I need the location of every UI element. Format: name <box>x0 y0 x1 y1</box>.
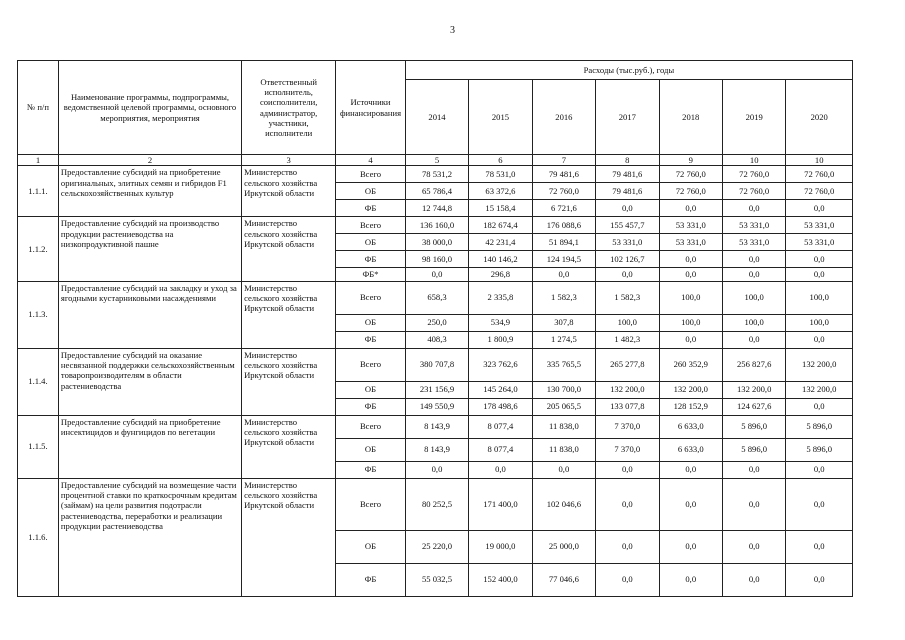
funding-source: Всего <box>336 281 406 314</box>
amount-cell: 0,0 <box>469 461 532 478</box>
amount-cell: 8 143,9 <box>405 415 468 438</box>
amount-cell: 5 896,0 <box>786 415 853 438</box>
amount-cell: 100,0 <box>786 281 853 314</box>
header-year: 2017 <box>596 80 659 155</box>
amount-cell: 182 674,4 <box>469 217 532 234</box>
amount-cell: 72 760,0 <box>722 183 785 200</box>
amount-cell: 53 331,0 <box>659 234 722 251</box>
amount-cell: 132 200,0 <box>786 381 853 398</box>
funding-source: Всего <box>336 415 406 438</box>
amount-cell: 136 160,0 <box>405 217 468 234</box>
amount-cell: 133 077,8 <box>596 398 659 415</box>
amount-cell: 0,0 <box>786 530 853 563</box>
amount-cell: 78 531,2 <box>405 166 468 183</box>
amount-cell: 72 760,0 <box>659 183 722 200</box>
column-number: 7 <box>532 155 595 166</box>
amount-cell: 53 331,0 <box>786 217 853 234</box>
column-number: 9 <box>659 155 722 166</box>
amount-cell: 0,0 <box>786 268 853 281</box>
amount-cell: 0,0 <box>786 461 853 478</box>
column-number: 10 <box>722 155 785 166</box>
column-number: 4 <box>336 155 406 166</box>
amount-cell: 72 760,0 <box>659 166 722 183</box>
amount-cell: 79 481,6 <box>532 166 595 183</box>
amount-cell: 7 370,0 <box>596 438 659 461</box>
amount-cell: 296,8 <box>469 268 532 281</box>
amount-cell: 149 550,9 <box>405 398 468 415</box>
funding-source: ОБ <box>336 234 406 251</box>
amount-cell: 0,0 <box>659 530 722 563</box>
amount-cell: 0,0 <box>786 200 853 217</box>
responsible-executor: Министерство сельского хозяйства Иркутской области <box>242 348 336 415</box>
amount-cell: 0,0 <box>596 268 659 281</box>
amount-cell: 0,0 <box>659 331 722 348</box>
amount-cell: 19 000,0 <box>469 530 532 563</box>
responsible-executor: Министерство сельского хозяйства Иркутской области <box>242 281 336 348</box>
funding-source: ФБ <box>336 251 406 268</box>
amount-cell: 53 331,0 <box>659 217 722 234</box>
page-number: 3 <box>450 25 455 36</box>
column-number: 8 <box>596 155 659 166</box>
amount-cell: 145 264,0 <box>469 381 532 398</box>
amount-cell: 155 457,7 <box>596 217 659 234</box>
funding-source: Всего <box>336 348 406 381</box>
amount-cell: 12 744,8 <box>405 200 468 217</box>
amount-cell: 79 481,6 <box>596 166 659 183</box>
amount-cell: 0,0 <box>405 268 468 281</box>
row-number: 1.1.2. <box>18 217 59 281</box>
amount-cell: 1 482,3 <box>596 331 659 348</box>
amount-cell: 100,0 <box>659 281 722 314</box>
amount-cell: 0,0 <box>659 251 722 268</box>
amount-cell: 77 046,6 <box>532 563 595 596</box>
amount-cell: 79 481,6 <box>596 183 659 200</box>
amount-cell: 0,0 <box>596 461 659 478</box>
amount-cell: 0,0 <box>659 563 722 596</box>
amount-cell: 5 896,0 <box>722 438 785 461</box>
amount-cell: 0,0 <box>722 563 785 596</box>
amount-cell: 6 633,0 <box>659 438 722 461</box>
amount-cell: 124 194,5 <box>532 251 595 268</box>
row-number: 1.1.4. <box>18 348 59 415</box>
column-number: 5 <box>405 155 468 166</box>
row-number: 1.1.3. <box>18 281 59 348</box>
amount-cell: 0,0 <box>722 251 785 268</box>
amount-cell: 7 370,0 <box>596 415 659 438</box>
amount-cell: 132 200,0 <box>722 381 785 398</box>
amount-cell: 307,8 <box>532 314 595 331</box>
column-number: 6 <box>469 155 532 166</box>
funding-source: ОБ <box>336 381 406 398</box>
funding-source: Всего <box>336 478 406 530</box>
amount-cell: 205 065,5 <box>532 398 595 415</box>
amount-cell: 323 762,6 <box>469 348 532 381</box>
row-number: 1.1.6. <box>18 478 59 596</box>
amount-cell: 98 160,0 <box>405 251 468 268</box>
responsible-executor: Министерство сельского хозяйства Иркутской области <box>242 217 336 281</box>
amount-cell: 51 894,1 <box>532 234 595 251</box>
amount-cell: 42 231,4 <box>469 234 532 251</box>
header-year: 2015 <box>469 80 532 155</box>
amount-cell: 0,0 <box>659 461 722 478</box>
amount-cell: 5 896,0 <box>722 415 785 438</box>
table-row <box>18 217 853 234</box>
header-year: 2014 <box>405 80 468 155</box>
amount-cell: 72 760,0 <box>722 166 785 183</box>
header-year: 2018 <box>659 80 722 155</box>
measure-name: Предоставление субсидий на производство продукции растениеводства на низкопродуктивной пашне <box>58 217 241 281</box>
header-responsible: Ответственный исполнитель, соисполнители, администратор, участники, исполнители <box>242 61 336 155</box>
amount-cell: 100,0 <box>722 314 785 331</box>
funding-source: ОБ <box>336 530 406 563</box>
responsible-executor: Министерство сельского хозяйства Иркутской области <box>242 166 336 217</box>
amount-cell: 260 352,9 <box>659 348 722 381</box>
amount-cell: 0,0 <box>786 563 853 596</box>
amount-cell: 100,0 <box>596 314 659 331</box>
amount-cell: 335 765,5 <box>532 348 595 381</box>
amount-cell: 6 721,6 <box>532 200 595 217</box>
amount-cell: 0,0 <box>596 200 659 217</box>
financing-table <box>17 60 853 597</box>
amount-cell: 140 146,2 <box>469 251 532 268</box>
amount-cell: 171 400,0 <box>469 478 532 530</box>
amount-cell: 100,0 <box>786 314 853 331</box>
amount-cell: 1 582,3 <box>596 281 659 314</box>
table-row <box>18 166 853 183</box>
amount-cell: 0,0 <box>722 200 785 217</box>
amount-cell: 178 498,6 <box>469 398 532 415</box>
funding-source: ФБ <box>336 563 406 596</box>
amount-cell: 72 760,0 <box>532 183 595 200</box>
amount-cell: 176 088,6 <box>532 217 595 234</box>
header-year: 2020 <box>786 80 853 155</box>
measure-name: Предоставление субсидий на возмещение части процентной ставки по краткосрочным кредитам (займам) на цели развития подотрасли растениеводства, переработки и реализации продукции растениеводства <box>58 478 241 596</box>
amount-cell: 8 143,9 <box>405 438 468 461</box>
table-row <box>18 478 853 530</box>
amount-cell: 1 800,9 <box>469 331 532 348</box>
amount-cell: 53 331,0 <box>596 234 659 251</box>
funding-source: Всего <box>336 217 406 234</box>
amount-cell: 6 633,0 <box>659 415 722 438</box>
measure-name: Предоставление субсидий на приобретение инсектицидов и фунгицидов по вегетации <box>58 415 241 478</box>
amount-cell: 1 582,3 <box>532 281 595 314</box>
amount-cell: 256 827,6 <box>722 348 785 381</box>
amount-cell: 100,0 <box>659 314 722 331</box>
column-number: 2 <box>58 155 241 166</box>
amount-cell: 11 838,0 <box>532 438 595 461</box>
amount-cell: 0,0 <box>722 478 785 530</box>
amount-cell: 15 158,4 <box>469 200 532 217</box>
amount-cell: 72 760,0 <box>786 183 853 200</box>
funding-source: ОБ <box>336 183 406 200</box>
amount-cell: 0,0 <box>659 200 722 217</box>
amount-cell: 55 032,5 <box>405 563 468 596</box>
amount-cell: 265 277,8 <box>596 348 659 381</box>
amount-cell: 0,0 <box>405 461 468 478</box>
amount-cell: 0,0 <box>659 268 722 281</box>
responsible-executor: Министерство сельского хозяйства Иркутской области <box>242 478 336 596</box>
amount-cell: 78 531,0 <box>469 166 532 183</box>
funding-source: ОБ <box>336 438 406 461</box>
amount-cell: 0,0 <box>596 478 659 530</box>
funding-source: Всего <box>336 166 406 183</box>
funding-source: ФБ <box>336 331 406 348</box>
amount-cell: 408,3 <box>405 331 468 348</box>
amount-cell: 1 274,5 <box>532 331 595 348</box>
amount-cell: 2 335,8 <box>469 281 532 314</box>
amount-cell: 0,0 <box>786 331 853 348</box>
amount-cell: 231 156,9 <box>405 381 468 398</box>
amount-cell: 63 372,6 <box>469 183 532 200</box>
column-number: 1 <box>18 155 59 166</box>
header-year: 2019 <box>722 80 785 155</box>
amount-cell: 0,0 <box>722 461 785 478</box>
amount-cell: 80 252,5 <box>405 478 468 530</box>
amount-cell: 8 077,4 <box>469 415 532 438</box>
amount-cell: 132 200,0 <box>596 381 659 398</box>
column-number: 3 <box>242 155 336 166</box>
amount-cell: 53 331,0 <box>722 234 785 251</box>
responsible-executor: Министерство сельского хозяйства Иркутской области <box>242 415 336 478</box>
funding-source: ФБ* <box>336 268 406 281</box>
amount-cell: 132 200,0 <box>786 348 853 381</box>
amount-cell: 0,0 <box>532 461 595 478</box>
row-number: 1.1.5. <box>18 415 59 478</box>
amount-cell: 25 220,0 <box>405 530 468 563</box>
amount-cell: 380 707,8 <box>405 348 468 381</box>
funding-source: ФБ <box>336 398 406 415</box>
amount-cell: 0,0 <box>722 268 785 281</box>
header-source: Источники финансирования <box>336 61 406 155</box>
header-name: Наименование программы, подпрограммы, ведомственной целевой программы, основного мероприятия, мероприятия <box>58 61 241 155</box>
amount-cell: 0,0 <box>786 251 853 268</box>
amount-cell: 658,3 <box>405 281 468 314</box>
amount-cell: 0,0 <box>786 478 853 530</box>
table-row <box>18 415 853 438</box>
measure-name: Предоставление субсидий на приобретение оригинальных, элитных семян и гибридов F1 сельскохозяйственных культур <box>58 166 241 217</box>
header-num: № п/п <box>18 61 59 155</box>
amount-cell: 0,0 <box>532 268 595 281</box>
funding-source: ОБ <box>336 314 406 331</box>
amount-cell: 25 000,0 <box>532 530 595 563</box>
amount-cell: 0,0 <box>722 331 785 348</box>
measure-name: Предоставление субсидий на оказание несвязанной поддержки сельскохозяйственным товаропроизводителям в области растениеводства <box>58 348 241 415</box>
amount-cell: 102 046,6 <box>532 478 595 530</box>
header-expenses: Расходы (тыс.руб.), годы <box>405 61 852 80</box>
amount-cell: 0,0 <box>786 398 853 415</box>
amount-cell: 534,9 <box>469 314 532 331</box>
amount-cell: 0,0 <box>722 530 785 563</box>
funding-source: ФБ <box>336 461 406 478</box>
amount-cell: 102 126,7 <box>596 251 659 268</box>
amount-cell: 0,0 <box>596 563 659 596</box>
amount-cell: 65 786,4 <box>405 183 468 200</box>
amount-cell: 152 400,0 <box>469 563 532 596</box>
amount-cell: 38 000,0 <box>405 234 468 251</box>
table-row <box>18 281 853 314</box>
amount-cell: 53 331,0 <box>786 234 853 251</box>
table-row <box>18 348 853 381</box>
amount-cell: 8 077,4 <box>469 438 532 461</box>
amount-cell: 72 760,0 <box>786 166 853 183</box>
amount-cell: 100,0 <box>722 281 785 314</box>
amount-cell: 0,0 <box>659 478 722 530</box>
amount-cell: 11 838,0 <box>532 415 595 438</box>
header-year: 2016 <box>532 80 595 155</box>
measure-name: Предоставление субсидий на закладку и уход за ягодными кустарниковыми насаждениями <box>58 281 241 348</box>
row-number: 1.1.1. <box>18 166 59 217</box>
amount-cell: 53 331,0 <box>722 217 785 234</box>
column-number: 10 <box>786 155 853 166</box>
amount-cell: 5 896,0 <box>786 438 853 461</box>
funding-source: ФБ <box>336 200 406 217</box>
amount-cell: 128 152,9 <box>659 398 722 415</box>
amount-cell: 0,0 <box>596 530 659 563</box>
amount-cell: 132 200,0 <box>659 381 722 398</box>
amount-cell: 124 627,6 <box>722 398 785 415</box>
amount-cell: 250,0 <box>405 314 468 331</box>
amount-cell: 130 700,0 <box>532 381 595 398</box>
